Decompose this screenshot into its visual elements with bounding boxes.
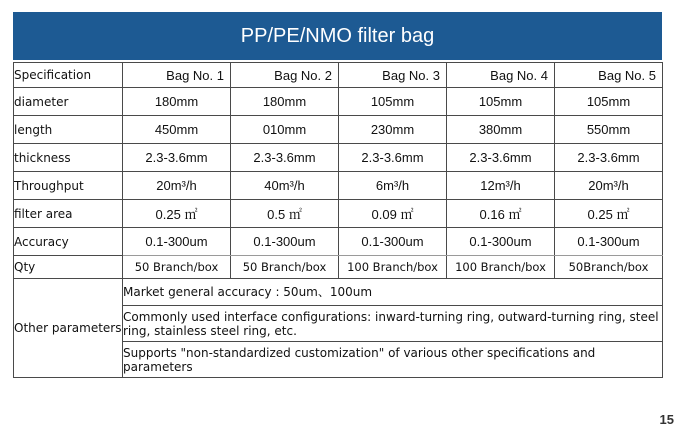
table-cell: 2.3-3.6mm — [447, 144, 555, 172]
table-row — [14, 228, 663, 256]
row-label: Other parameters — [14, 279, 123, 378]
header-cell: Bag No. 1 — [123, 63, 231, 88]
header-cell: Bag No. 2 — [231, 63, 339, 88]
table-cell: 12m³/h — [447, 172, 555, 200]
row-label: diameter — [14, 88, 123, 116]
table-cell: 105mm — [339, 88, 447, 116]
table-cell: 100 Branch/box — [339, 256, 447, 279]
table-cell: 0.25 ㎡ — [123, 200, 231, 228]
table-title-text: PP/PE/NMO filter bag — [240, 24, 435, 47]
table-cell: 0.1-300um — [447, 228, 555, 256]
spec-table — [13, 62, 663, 378]
table-cell: 0.25 ㎡ — [555, 200, 663, 228]
table-cell: 0.1-300um — [123, 228, 231, 256]
table-cell: 0.1-300um — [339, 228, 447, 256]
merged-cell: Commonly used interface configurations: inward-turning ring, outward-turning ring, steel ring, stainless steel ring, etc. — [123, 306, 663, 342]
table-cell: 2.3-3.6mm — [123, 144, 231, 172]
table-cell: 550mm — [555, 116, 663, 144]
table-row — [14, 144, 663, 172]
row-label: Accuracy — [14, 228, 123, 256]
table-row — [14, 279, 663, 306]
header-cell: Bag No. 4 — [447, 63, 555, 88]
table-cell: 100 Branch/box — [447, 256, 555, 279]
row-label: thickness — [14, 144, 123, 172]
table-row — [14, 116, 663, 144]
table-cell: 180mm — [231, 88, 339, 116]
merged-cell: Market general accuracy : 50um、100um — [123, 279, 663, 306]
table-cell: 40m³/h — [231, 172, 339, 200]
header-cell: Specification — [14, 63, 123, 88]
row-label: Throughput — [14, 172, 123, 200]
row-label: filter area — [14, 200, 123, 228]
table-title — [13, 12, 662, 60]
table-row — [14, 88, 663, 116]
table-cell: 50 Branch/box — [123, 256, 231, 279]
table-cell: 20m³/h — [555, 172, 663, 200]
table-cell: 50 Branch/box — [231, 256, 339, 279]
table-cell: 0.1-300um — [231, 228, 339, 256]
table-cell: 180mm — [123, 88, 231, 116]
table-row — [14, 256, 663, 279]
table-cell: 2.3-3.6mm — [555, 144, 663, 172]
merged-cell: Supports "non-standardized customization" of various other specifications and parameters — [123, 342, 663, 378]
table-cell: 380mm — [447, 116, 555, 144]
table-cell: 2.3-3.6mm — [339, 144, 447, 172]
page-number: 15 — [659, 412, 674, 427]
table-cell: 2.3-3.6mm — [231, 144, 339, 172]
table-cell: 230mm — [339, 116, 447, 144]
table-cell: 0.16 ㎡ — [447, 200, 555, 228]
header-cell: Bag No. 3 — [339, 63, 447, 88]
table-row — [14, 200, 663, 228]
table-cell: 105mm — [555, 88, 663, 116]
table-cell: 010mm — [231, 116, 339, 144]
table-row — [14, 172, 663, 200]
table-cell: 0.09 ㎡ — [339, 200, 447, 228]
table-cell: 450mm — [123, 116, 231, 144]
header-cell: Bag No. 5 — [555, 63, 663, 88]
table-header-row — [14, 63, 663, 88]
table-cell: 50Branch/box — [555, 256, 663, 279]
table-cell: 0.5 ㎡ — [231, 200, 339, 228]
row-label: Qty — [14, 256, 123, 279]
table-cell: 105mm — [447, 88, 555, 116]
table-cell: 6m³/h — [339, 172, 447, 200]
table-cell: 0.1-300um — [555, 228, 663, 256]
table-cell: 20m³/h — [123, 172, 231, 200]
row-label: length — [14, 116, 123, 144]
